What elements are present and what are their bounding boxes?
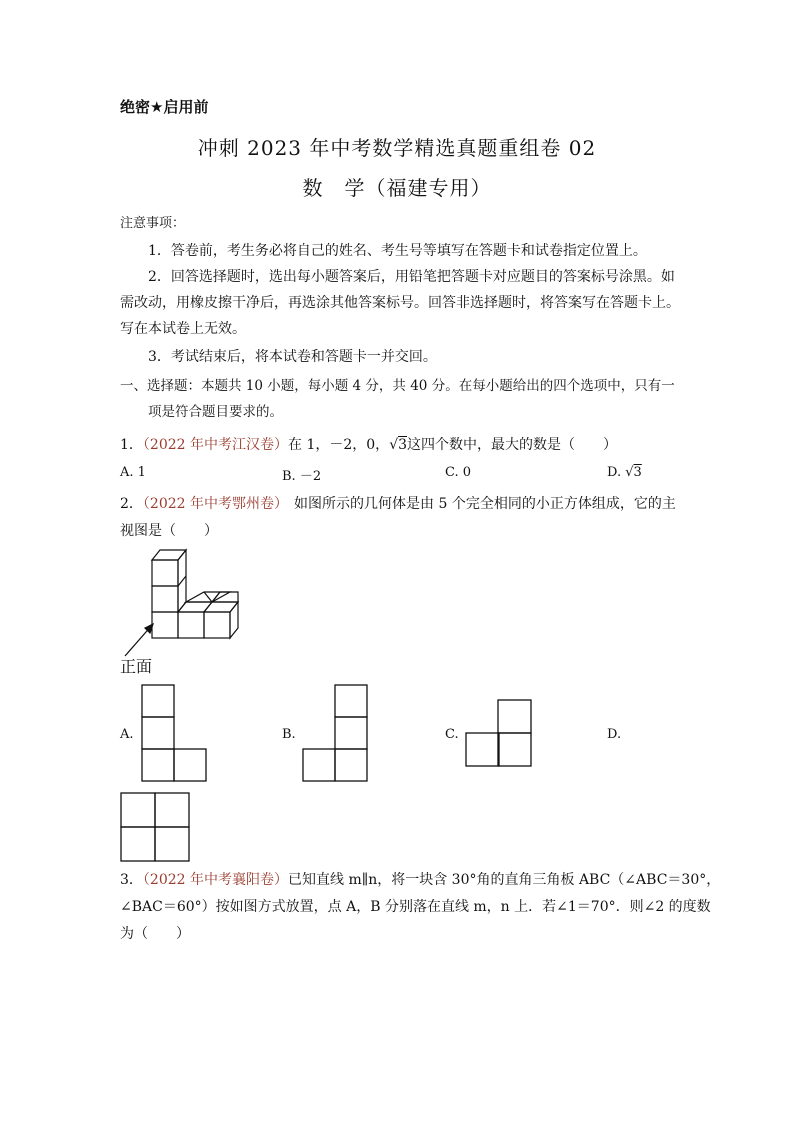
- question-1-stem: [120, 434, 617, 454]
- question-2-stem-line-1: [120, 493, 676, 513]
- note-item-3: 3．考试结束后，将本试卷和答题卡一并交回。: [148, 349, 437, 365]
- question-text: 这四个数中，最大的数是（ ）: [407, 437, 618, 453]
- question-number: 3．: [120, 872, 143, 888]
- question-2-option-c-label: C.: [445, 727, 459, 742]
- question-number: 2．: [120, 496, 143, 512]
- question-text: 已知直线 m∥n，将一块含 30°角的直角三角板 ABC（∠ABC＝30°，: [288, 872, 721, 888]
- front-label: 正面: [120, 657, 153, 676]
- note-item-2-line-1: 2．回答选择题时，选出每小题答案后，用铅笔把答题卡对应题目的答案标号涂黑。如: [148, 269, 675, 285]
- option-b-view: [302, 684, 372, 784]
- question-source: （2022 年中考襄阳卷）: [142, 872, 289, 888]
- note-item-1: 1．答卷前，考生务必将自己的姓名、考生号等填写在答题卡和试卷指定位置上。: [148, 243, 647, 259]
- question-3-stem-line-1: [120, 869, 720, 889]
- question-1-option-c: C. 0: [445, 465, 472, 480]
- option-a-view: [141, 684, 211, 784]
- confidential-mark: 绝密★启用前: [120, 98, 209, 116]
- question-text: 在 1，－2，0，: [288, 437, 390, 453]
- question-source: （2022 年中考江汉卷）: [142, 437, 289, 453]
- question-2-option-a-label: A.: [120, 727, 134, 742]
- sqrt-radicand: 3: [633, 465, 642, 480]
- question-2-option-b-label: B.: [282, 727, 296, 742]
- sqrt-symbol: √: [625, 465, 634, 480]
- notes-heading: 注意事项：: [120, 216, 186, 231]
- section-heading-line-2: 项是符合题目要求的。: [148, 404, 283, 420]
- question-1-option-b: B. －2: [282, 469, 322, 484]
- option-d-view: [120, 792, 190, 862]
- section-heading-line-1: 一、选择题：本题共 10 小题，每小题 4 分，共 40 分。在每小题给出的四个选项中，只有一: [120, 378, 675, 394]
- note-item-2-line-3: 写在本试卷上无效。: [120, 321, 246, 337]
- option-label: D.: [607, 465, 622, 480]
- question-1-option-a: A. 1: [120, 465, 146, 480]
- note-item-2-line-2: 需改动，用橡皮擦干净后，再选涂其他答案标号。回答非选择题时，将答案写在答题卡上。: [120, 295, 680, 311]
- sqrt-radicand: 3: [398, 437, 408, 453]
- question-text: 如图所示的几何体是由 5 个完全相同的小正方体组成，它的主: [294, 496, 676, 512]
- question-source: （2022 年中考鄂州卷）: [142, 496, 289, 512]
- sqrt-symbol: √: [389, 437, 399, 453]
- question-2-stem-line-2: 视图是（ ）: [120, 523, 218, 539]
- question-2-option-d-label: D.: [607, 727, 622, 742]
- question-3-stem-line-3: 为（ ）: [120, 926, 190, 942]
- question-number: 1．: [120, 437, 143, 453]
- exam-subtitle: 数 学（福建专用）: [302, 176, 492, 200]
- question-1-option-d: [607, 465, 642, 480]
- option-c-view: [465, 699, 535, 769]
- exam-title: 冲刺 2023 年中考数学精选真题重组卷 02: [197, 136, 597, 160]
- question-3-stem-line-2: ∠BAC＝60°）按如图方式放置，点 A，B 分别落在直线 m，n 上．若∠1＝70°．则∠2 的度数: [120, 899, 711, 915]
